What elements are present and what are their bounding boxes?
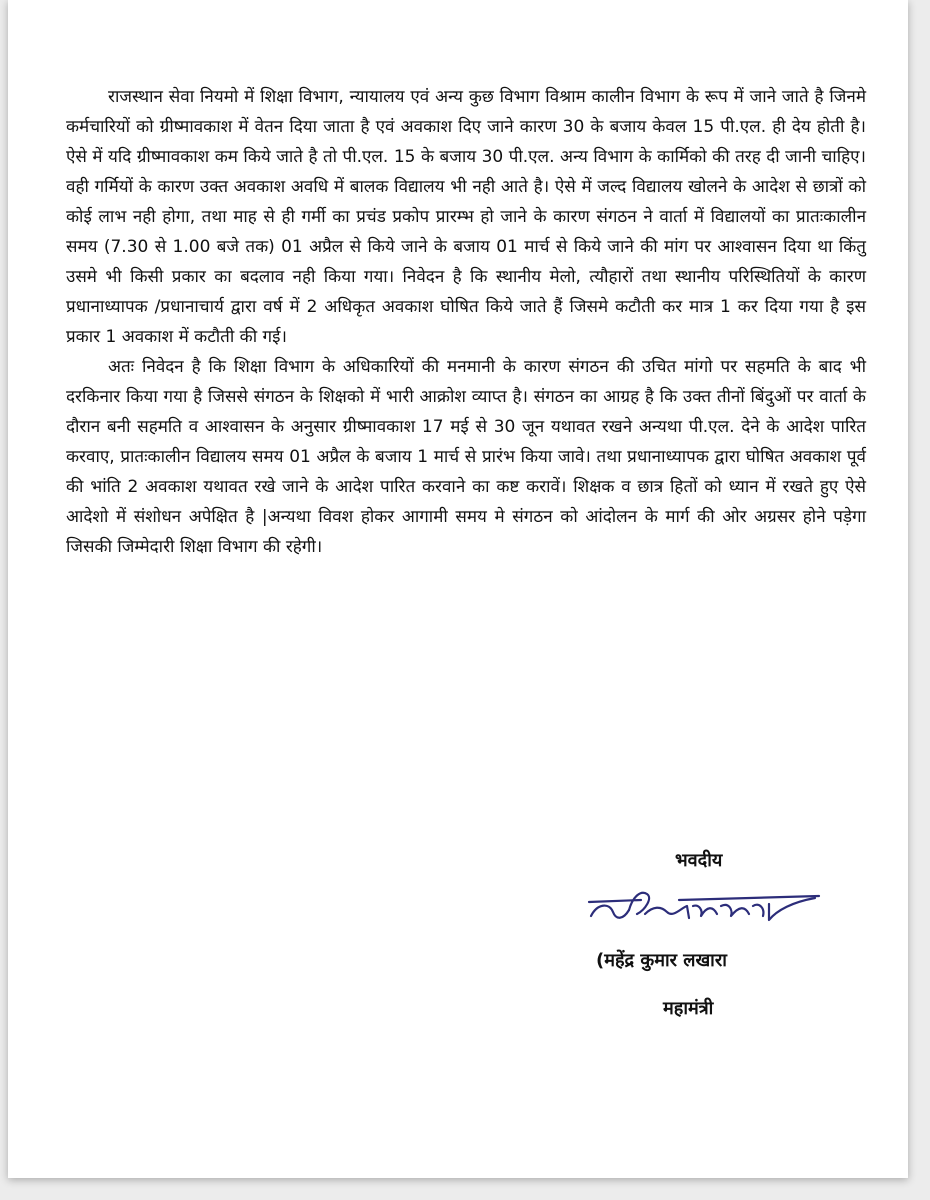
- letter-page: [8, 0, 908, 1178]
- signatory-name: (महेंद्र कुमार लखारा: [596, 950, 727, 971]
- letter-body: [66, 82, 866, 562]
- closing-salutation: भवदीय: [675, 850, 723, 871]
- signatory-designation: महामंत्री: [663, 998, 714, 1019]
- paragraph-1: राजस्थान सेवा नियमो में शिक्षा विभाग, न्यायालय एवं अन्य कुछ विभाग विश्राम कालीन विभाग के रूप में जाने जाते है जिनमे कर्मचारियों को ग्रीष्मावकाश में वेतन दिया जाता है एवं अवकाश दिए जाने कारण 30 के बजाय केवल 15 पी.एल. ही देय होती है। ऐसे में यदि ग्रीष्मावकाश कम किये जाते है तो पी.एल. 15 के बजाय 30 पी.एल. अन्य विभाग के कार्मिको की तरह दी जानी चाहिए। वही गर्मियों के कारण उक्त अवकाश अवधि में बालक विद्यालय भी नही आते है। ऐसे में जल्द विद्यालय खोलने के आदेश से छात्रों को कोई लाभ नही होगा, तथा माह से ही गर्मी का प्रचंड प्रकोप प्रारम्भ हो जाने के कारण संगठन ने वार्ता में विद्यालयों का प्रातःकालीन समय (7.30 से 1.00 बजे तक) 01 अप्रैल से किये जाने के बजाय 01 मार्च से किये जाने की मांग पर आश्वासन दिया था किंतु उसमे भी किसी प्रकार का बदलाव नही किया गया। निवेदन है कि स्थानीय मेलो, त्यौहारों तथा स्थानीय परिस्थितियों के कारण प्रधानाध्यापक /प्रधानाचार्य द्वारा वर्ष में 2 अधिकृत अवकाश घोषित किये जाते हैं जिसमे कटौती कर मात्र 1 कर दिया गया है इस प्रकार 1 अवकाश में कटौती की गई।: [66, 87, 866, 347]
- paragraph-2: अतः निवेदन है कि शिक्षा विभाग के अधिकारियों की मनमानी के कारण संगठन की उचित मांगो पर सहमति के बाद भी दरकिनार किया गया है जिससे संगठन के शिक्षको में भारी आक्रोश व्याप्त है। संगठन का आग्रह है कि उक्त तीनों बिंदुओं पर वार्ता के दौरान बनी सहमति व आश्वासन के अनुसार ग्रीष्मावकाश 17 मई से 30 जून यथावत रखने अन्यथा पी.एल. देने के आदेश पारित करवाए, प्रातःकालीन विद्यालय समय 01 अप्रैल के बजाय 1 मार्च से प्रारंभ किया जावे। तथा प्रधानाध्यापक द्वारा घोषित अवकाश पूर्व की भांति 2 अवकाश यथावत रखे जाने के आदेश पारित करवाने का कष्ट करावें। शिक्षक व छात्र हितों को ध्यान में रखते हुए ऐसे आदेशो में संशोधन अपेक्षित है |अन्यथा विवश होकर आगामी समय मे संगठन को आंदोलन के मार्ग की ओर अग्रसर होने पड़ेगा जिसकी जिम्मेदारी शिक्षा विभाग की रहेगी।: [66, 357, 866, 557]
- handwritten-signature: [583, 880, 823, 940]
